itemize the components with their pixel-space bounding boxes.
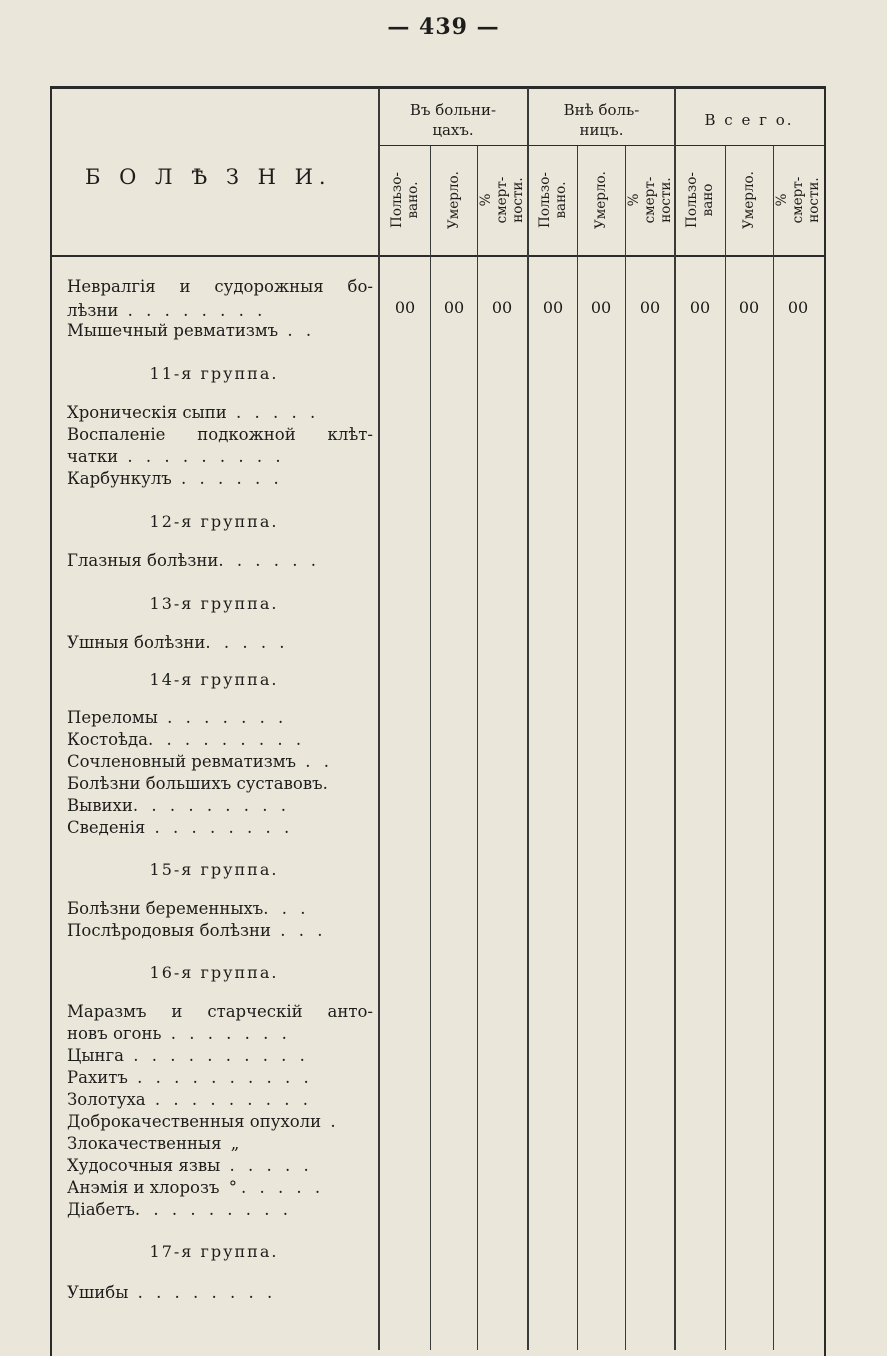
disease-row-label xyxy=(67,550,373,572)
disease-row-label xyxy=(67,1023,373,1045)
disease-name: Костоѣда xyxy=(67,730,148,749)
col-divider xyxy=(674,88,676,1350)
disease-name: Маразмъ и старческій анто- xyxy=(67,1002,373,1021)
disease-name: Доброкачественныя опухоли xyxy=(67,1112,322,1131)
sub-header-cell: Пользо- вано xyxy=(684,172,717,228)
table-top-rule xyxy=(50,86,824,89)
leader-dots: . . . . . . . . . xyxy=(134,1200,293,1219)
disease-row-label xyxy=(67,446,373,468)
page-number: — 439 — xyxy=(387,14,500,40)
col-divider xyxy=(773,146,774,1350)
disease-row-label xyxy=(67,1001,373,1023)
disease-name: Ушныя болѣзни xyxy=(67,633,206,652)
disease-name: Невралгія и судорожныя бо- xyxy=(67,277,373,296)
leader-dots: . . . . . . . . xyxy=(118,301,267,320)
disease-row-label xyxy=(67,751,373,773)
disease-row-label xyxy=(67,1067,373,1089)
disease-name: Болѣзни беременныхъ xyxy=(67,899,264,918)
disease-name: Золотуха xyxy=(67,1090,146,1109)
value-cell: 00 xyxy=(443,298,465,317)
disease-name: Хроническія сыпи xyxy=(67,403,227,422)
disease-row-label xyxy=(67,729,373,751)
leader-dots: . . . xyxy=(263,899,310,918)
leader-dots: . . . . . xyxy=(226,403,320,422)
leader-dots: . . . . . . . . . xyxy=(145,1090,313,1109)
disease-name: Цынга xyxy=(67,1046,125,1065)
disease-row-label xyxy=(67,1089,373,1111)
value-cell: 00 xyxy=(491,298,513,317)
value-cell: 00 xyxy=(394,298,416,317)
disease-name: Глазныя болѣзни xyxy=(67,551,219,570)
leader-dots: . . . . . . . . . xyxy=(132,796,291,815)
disease-row-label xyxy=(67,1133,373,1155)
disease-name: Ушибы xyxy=(67,1283,129,1302)
leader-dots: . . xyxy=(296,752,334,771)
group-heading: 15-я группа. xyxy=(149,860,279,879)
leader-dots: . . . . . . . . . xyxy=(147,730,306,749)
sub-header-cell: % смерт- ности. xyxy=(478,176,526,224)
leader-dots: . . . . . . . xyxy=(157,708,288,727)
disease-row-label xyxy=(67,424,373,446)
sub-header-cell: % смерт- ности. xyxy=(626,176,674,224)
disease-name: Рахитъ xyxy=(67,1068,128,1087)
disease-row-label xyxy=(67,276,373,298)
sub-header-cell: Пользо- вано. xyxy=(537,172,570,228)
disease-name: новъ огонь xyxy=(67,1024,162,1043)
disease-name: Діабетъ xyxy=(67,1200,135,1219)
disease-row-label xyxy=(67,898,373,920)
leader-dots: . . . xyxy=(270,921,327,940)
leader-dots: . . . . . . . . xyxy=(128,1283,277,1302)
col-divider xyxy=(378,88,380,1350)
value-cell: 00 xyxy=(787,298,809,317)
disease-row-label xyxy=(67,1282,373,1304)
diseases-header: Б О Л Ѣ З Н И. xyxy=(85,165,332,189)
disease-row-label xyxy=(67,1045,373,1067)
in-hospitals-header: Въ больни- цахъ. xyxy=(409,101,497,139)
disease-row-label xyxy=(67,468,373,490)
group-heading: 17-я группа. xyxy=(149,1242,279,1261)
leader-dots: . . . . . . . . . xyxy=(118,447,285,466)
disease-row-label xyxy=(67,1199,373,1221)
out-hospitals-header: Внѣ боль- ницъ. xyxy=(563,101,640,139)
value-cell: 00 xyxy=(639,298,661,317)
disease-row-label xyxy=(67,1177,373,1199)
value-cell: 00 xyxy=(689,298,711,317)
col-divider xyxy=(625,146,626,1350)
leader-dots: . . . . . . . . xyxy=(145,818,294,837)
leader-dots: . . xyxy=(278,321,316,340)
col-divider xyxy=(725,146,726,1350)
col-divider xyxy=(477,146,478,1350)
disease-name: Переломы xyxy=(67,708,158,727)
total-header: В с е г о. xyxy=(704,111,794,129)
group-heading: 11-я группа. xyxy=(149,364,279,383)
disease-row-label xyxy=(67,402,373,424)
leader-dots: . . . . . . . xyxy=(161,1024,291,1043)
group-heading: 13-я группа. xyxy=(149,594,279,613)
value-cell: 00 xyxy=(738,298,760,317)
sub-header-cell: Умерло. xyxy=(741,171,758,229)
group-heading: 14-я группа. xyxy=(149,670,279,689)
col-divider xyxy=(577,146,578,1350)
leader-dots: . . . . . . xyxy=(218,551,321,570)
disease-name: Сведенія xyxy=(67,818,146,837)
group-heading: 16-я группа. xyxy=(149,963,279,982)
disease-row-label xyxy=(67,632,373,654)
col-divider xyxy=(430,146,431,1350)
disease-name: Послѣродовыя болѣзни xyxy=(67,921,271,940)
leader-dots: . . . . . . . . . . xyxy=(127,1068,313,1087)
disease-name: Анэмія и хлорозъ xyxy=(67,1178,220,1197)
leader-dots: . . . . . xyxy=(205,633,289,652)
disease-name: Злокачественныя xyxy=(67,1134,222,1153)
leader-dots: . . . . . . xyxy=(171,469,283,488)
disease-name: Сочленовный ревматизмъ xyxy=(67,752,297,771)
sub-header-cell: Пользо- вано. xyxy=(389,172,422,228)
leader-dots: . . . . . . . . . . xyxy=(124,1046,309,1065)
disease-name: Мышечный ревматизмъ xyxy=(67,321,279,340)
disease-name: Вывихи xyxy=(67,796,133,815)
disease-name: Воспаленіе подкожной клѣт- xyxy=(67,425,373,444)
sub-header-cell: Умерло. xyxy=(593,171,610,229)
disease-row-label xyxy=(67,320,373,342)
disease-row-label xyxy=(67,795,373,817)
disease-name: Карбункулъ xyxy=(67,469,172,488)
disease-row-label xyxy=(67,817,373,839)
leader-dots: . xyxy=(321,1112,340,1131)
disease-row-label xyxy=(67,300,373,322)
disease-name: Болѣзни большихъ суставовъ. xyxy=(67,774,328,793)
disease-name: чатки xyxy=(67,447,119,466)
value-cell: 00 xyxy=(590,298,612,317)
disease-row-label xyxy=(67,1155,373,1177)
disease-row-label xyxy=(67,920,373,942)
disease-name: лѣзни xyxy=(67,301,119,320)
disease-row-label xyxy=(67,707,373,729)
col-divider xyxy=(527,88,529,1350)
sub-header-cell: % смерт- ности. xyxy=(774,176,822,224)
disease-name: Худосочныя язвы xyxy=(67,1156,221,1175)
group-heading: 12-я группа. xyxy=(149,512,279,531)
sub-header-cell: Умерло. xyxy=(446,171,463,229)
disease-row-label xyxy=(67,773,373,795)
leader-dots: „ xyxy=(221,1134,244,1153)
leader-dots: . . . . . xyxy=(220,1156,313,1175)
value-cell: 00 xyxy=(542,298,564,317)
disease-row-label xyxy=(67,1111,373,1133)
leader-dots: °. . . . . xyxy=(219,1178,325,1197)
